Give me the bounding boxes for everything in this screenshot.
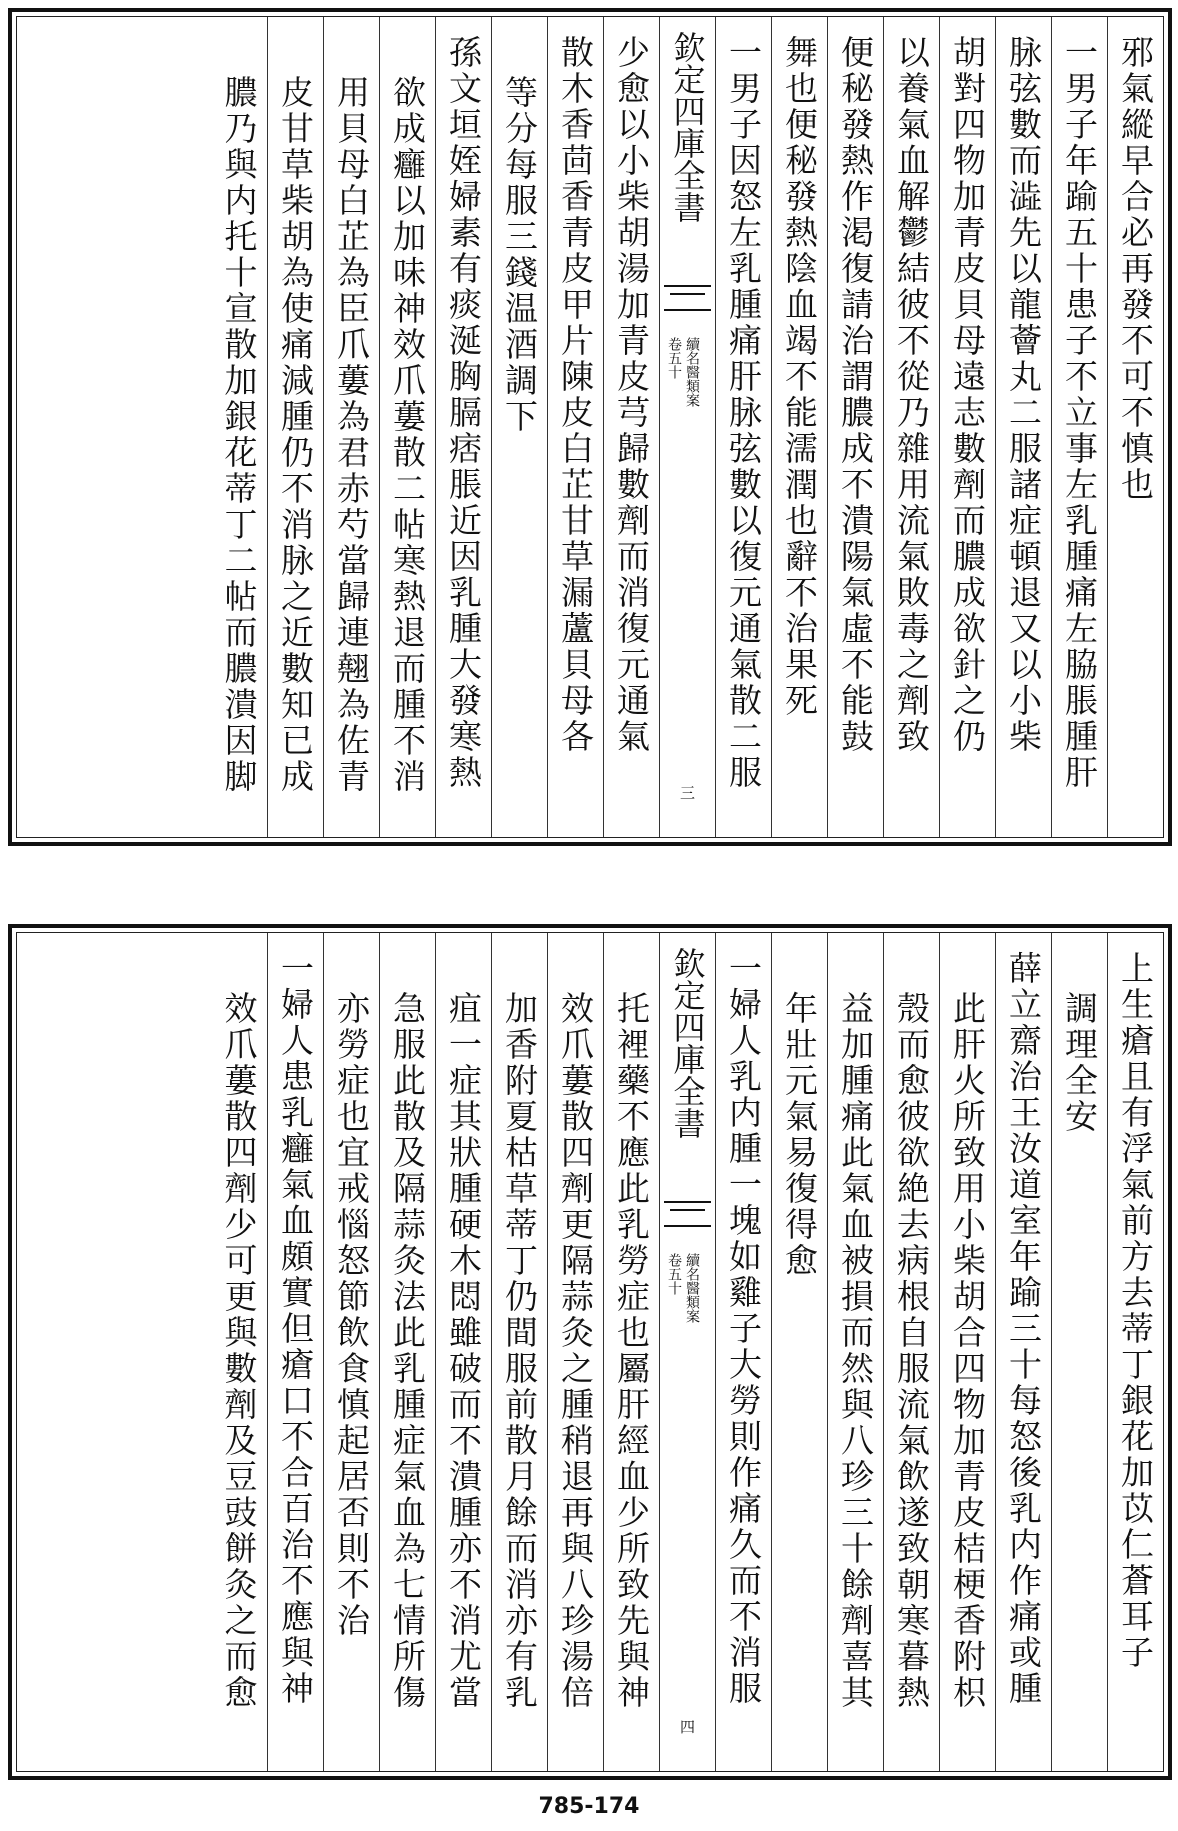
page-header-column [659,933,715,1771]
text-column [435,17,491,837]
book-subtitle: 續名醫類案 [684,1253,700,1323]
text-column [771,933,827,1771]
text-column [715,17,771,837]
fishtail-mark [664,285,711,311]
column-text: 皮甘草柴胡為使痛減腫仍不消脉之近數知已成 [276,75,315,795]
text-column [379,17,435,837]
column-text: 胡對四物加青皮貝母遠志數劑而膿成欲針之仍 [948,35,987,755]
book-title: 欽定四庫全書 [668,31,707,223]
book-title: 欽定四庫全書 [668,947,707,1139]
column-text: 一男子年踰五十患子不立事左乳腫痛左脇脹腫肝 [1060,35,1099,791]
column-text: 托裡藥不應此乳勞症也屬肝經血少所致先與神 [612,991,651,1711]
text-column [1107,17,1163,837]
column-text: 殼而愈彼欲絶去病根自服流氣飲遂致朝寒暮熱 [892,991,931,1711]
column-text: 舞也便秘發熱陰血竭不能濡潤也辭不治果死 [780,35,819,719]
column-text: 加香附夏枯草蒂丁仍間服前散月餘而消亦有乳 [500,991,539,1711]
text-column [211,17,267,837]
bottom-page-inner-frame [16,932,1164,1772]
column-text: 等分每服三錢温酒調下 [500,75,539,435]
column-text: 邪氣縱早合必再發不可不慎也 [1116,35,1155,503]
text-column [379,933,435,1771]
column-text: 一婦人乳内腫一塊如雞子大勞則作痛久而不消服 [724,951,763,1707]
column-text: 效爪蔞散四劑少可更與數劑及豆豉餅灸之而愈 [219,991,259,1711]
text-column [883,17,939,837]
column-text: 效爪蔞散四劑更隔蒜灸之腫稍退再與八珍湯倍 [556,991,595,1711]
text-column [547,933,603,1771]
column-text: 欲成癰以加味神效爪蔞散二帖寒熱退而腫不消 [388,75,427,795]
page-number: 三 [679,784,696,802]
text-column [491,933,547,1771]
volume-label: 卷五十 [666,1253,682,1295]
text-column [771,17,827,837]
text-column [939,17,995,837]
text-column [939,933,995,1771]
column-text: 疽一症其狀腫硬木悶雖破而不潰腫亦不消尤當 [444,991,483,1711]
column-text: 少愈以小柴胡湯加青皮芎歸數劑而消復元通氣 [612,35,651,755]
text-column [995,933,1051,1771]
text-column [1051,17,1107,837]
text-column [603,17,659,837]
text-column [827,17,883,837]
column-text: 急服此散及隔蒜灸法此乳腫症氣血為七情所傷 [388,991,427,1711]
text-column [1051,933,1107,1771]
column-text: 以養氣血解鬱結彼不從乃雜用流氣敗毒之劑致 [892,35,931,755]
text-column [995,17,1051,837]
column-text: 膿乃與内托十宣散加銀花蒂丁二帖而膿潰因脚 [219,75,259,795]
text-column [267,17,323,837]
column-text: 上生瘡且有浮氣前方去蒂丁銀花加苡仁蒼耳子 [1116,951,1155,1671]
column-text: 散木香茴香青皮甲片陳皮白芷甘草漏蘆貝母各 [556,35,595,755]
book-subtitle: 續名醫類案 [684,337,700,407]
column-text: 一婦人患乳癰氣血頗實但瘡口不合百治不應與神 [276,951,315,1707]
column-text: 調理全安 [1060,991,1099,1135]
text-column [267,933,323,1771]
text-column [491,17,547,837]
text-column [603,933,659,1771]
text-column [883,933,939,1771]
column-text: 用貝母白芷為臣爪蔞為君赤芍當歸連翹為佐青 [332,75,371,795]
column-text: 亦勞症也宜戒惱怒節飲食慎起居否則不治 [332,991,371,1639]
column-text: 一男子因怒左乳腫痛肝脉弦數以復元通氣散二服 [724,35,763,791]
text-column [1107,933,1163,1771]
text-column [715,933,771,1771]
fishtail-mark [664,1201,711,1227]
top-page-frame [8,8,1172,846]
page-code: 785-174 [538,1794,640,1819]
text-column [827,933,883,1771]
text-column [547,17,603,837]
column-text: 此肝火所致用小柴胡合四物加青皮桔梗香附枳 [948,991,987,1711]
volume-label: 卷五十 [666,337,682,379]
column-text: 薛立齋治王汝道室年踰三十每怒後乳内作痛或腫 [1004,951,1043,1707]
top-page-inner-frame [16,16,1164,838]
column-text: 孫文垣姪婦素有痰涎胸膈痞脹近因乳腫大發寒熱 [444,35,483,791]
page-number: 四 [679,1718,696,1736]
column-text: 益加腫痛此氣血被損而然與八珍三十餘劑喜其 [836,991,875,1711]
column-text: 脉弦數而澁先以龍薈丸二服諸症頓退又以小柴 [1004,35,1043,755]
text-column [435,933,491,1771]
bottom-page-frame [8,924,1172,1780]
text-column [211,933,267,1771]
page-header-column [659,17,715,837]
column-text: 年壯元氣易復得愈 [780,991,819,1279]
text-column [323,933,379,1771]
column-text: 便秘發熱作渇復請治謂膿成不潰陽氣虛不能鼓 [836,35,875,755]
text-column [323,17,379,837]
